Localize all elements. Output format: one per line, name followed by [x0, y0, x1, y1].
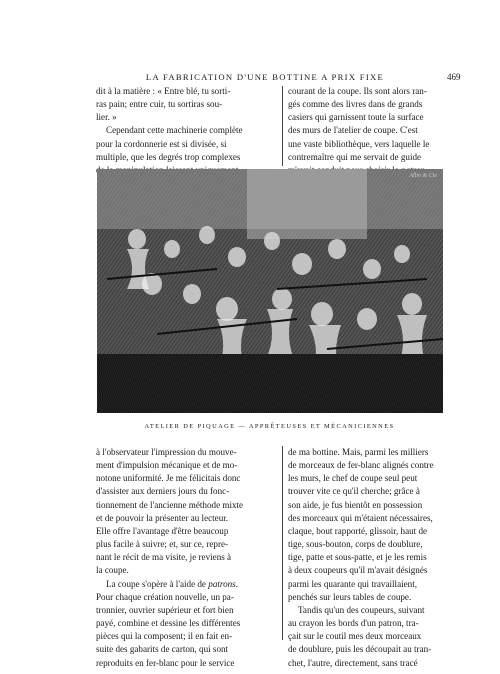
text-line: de ma bottine. Mais, parmi les milliers	[288, 447, 429, 457]
text-line: dit à la matière : « Entre blé, tu sorti-	[96, 86, 231, 96]
text-line: les murs, le chef de coupe seul peut	[288, 473, 418, 484]
text-line: Tandis qu'un des coupeurs, suivant	[298, 604, 425, 615]
text-line	[96, 578, 278, 591]
text-line: Cependant cette machinerie complète	[106, 125, 243, 136]
text-line: au crayon les bords d'un patron, tra-	[288, 618, 419, 629]
text-line: courant de la coupe. Ils sont alors ran-	[288, 86, 427, 96]
text-line: ras pain; entre cuir, tu sortiras sou-	[96, 99, 223, 110]
text-line: son aide, je fus bientôt en possession	[288, 499, 423, 510]
column-top-left	[96, 85, 276, 177]
text-line: casiers qui garnissent toute la surface	[288, 112, 424, 123]
text-line: la coupe.	[96, 565, 129, 576]
text-line: tronnier, ouvrier supérieur et fort bien	[96, 604, 234, 615]
text-line: pièces qui la composent; il en fait en-	[96, 631, 233, 642]
page-number: 469	[447, 72, 461, 82]
column-divider	[282, 446, 283, 640]
engraver-signature: Allin & Cie	[409, 173, 437, 179]
text-line: de morceaux de fer-blanc alignés contre	[288, 460, 434, 471]
text-line: Pour chaque création nouvelle, un pa-	[96, 591, 234, 602]
text-line: nant le récit de ma visite, je reviens à	[96, 552, 232, 563]
text-line: penchés sur leurs tables de coupe.	[288, 591, 412, 602]
text-line: et de pouvoir la présenter au lecteur.	[96, 512, 229, 523]
text-line: Elle offre l'avantage d'être beaucoup	[96, 525, 229, 536]
text-line: une vaste bibliothèque, vers laquelle le	[288, 138, 430, 149]
text-line: suite des gabarits de carton, qui sont	[96, 644, 229, 655]
text-line: à deux coupeurs qu'il m'avait désignés	[288, 565, 428, 576]
text-line: tionnement de l'ancienne méthode mixte	[96, 499, 244, 510]
italic-word: patrons.	[208, 578, 238, 589]
running-title: LA FABRICATION D'UNE BOTTINE A PRIX FIXE	[145, 72, 385, 82]
column-divider	[282, 86, 283, 166]
text-line: tige, sous-bouton, corps de doublure,	[288, 539, 423, 550]
text-line: des murs de l'atelier de coupe. C'est	[288, 125, 418, 136]
text-line: tige, patte et sous-patte, et je les remis	[288, 552, 427, 563]
text-line: parmi les quarante qui travaillaient,	[288, 578, 418, 589]
text-line: trouver vite ce qu'il cherche; grâce à	[288, 486, 420, 497]
text-line: à l'observateur l'impression du mouve-	[96, 447, 237, 457]
text-line: notone uniformité. Je me félicitais donc	[96, 473, 241, 484]
workshop-engraving	[97, 169, 443, 413]
column-top-right	[288, 85, 443, 177]
text-line: lier. »	[96, 112, 117, 123]
text-line: contremaître qui me servait de guide	[288, 151, 422, 162]
text-span: La coupe s'opère à l'aide de	[106, 578, 206, 589]
column-bottom-right	[288, 446, 443, 670]
text-line: claque, bout rapporté, glissoir, haut de	[288, 525, 428, 536]
text-line: payé, combine et dessine les différentes	[96, 618, 241, 629]
text-line: d'assister aux derniers jours du fonc-	[96, 486, 230, 497]
column-bottom-left	[96, 446, 278, 670]
engraving-illustration	[97, 169, 443, 413]
text-line: çait sur le coutil mes deux morceaux	[288, 631, 422, 642]
text-line: de doublure, puis les découpait au tran-	[288, 644, 432, 655]
figure-caption: ATELIER DE PIQUAGE — APPRÊTEUSES ET MÉCANICIENNES	[144, 423, 395, 430]
text-line: pour la cordonnerie est si divisée, si	[96, 138, 227, 149]
text-line: des morceaux qui m'étaient nécessaires,	[288, 512, 433, 523]
text-line: gés comme des livres dans de grands	[288, 99, 423, 110]
text-line: multiple, que les degrés trop complexes	[96, 151, 241, 162]
text-line: ment d'impulsion mécanique et de mo-	[96, 460, 238, 471]
text-line: reproduits en fer-blanc pour le service	[96, 657, 235, 668]
text-line: chet, l'autre, directement, sans tracé	[288, 657, 418, 668]
text-line: plus facile à suivre; et, sur ce, repre-	[96, 539, 229, 550]
